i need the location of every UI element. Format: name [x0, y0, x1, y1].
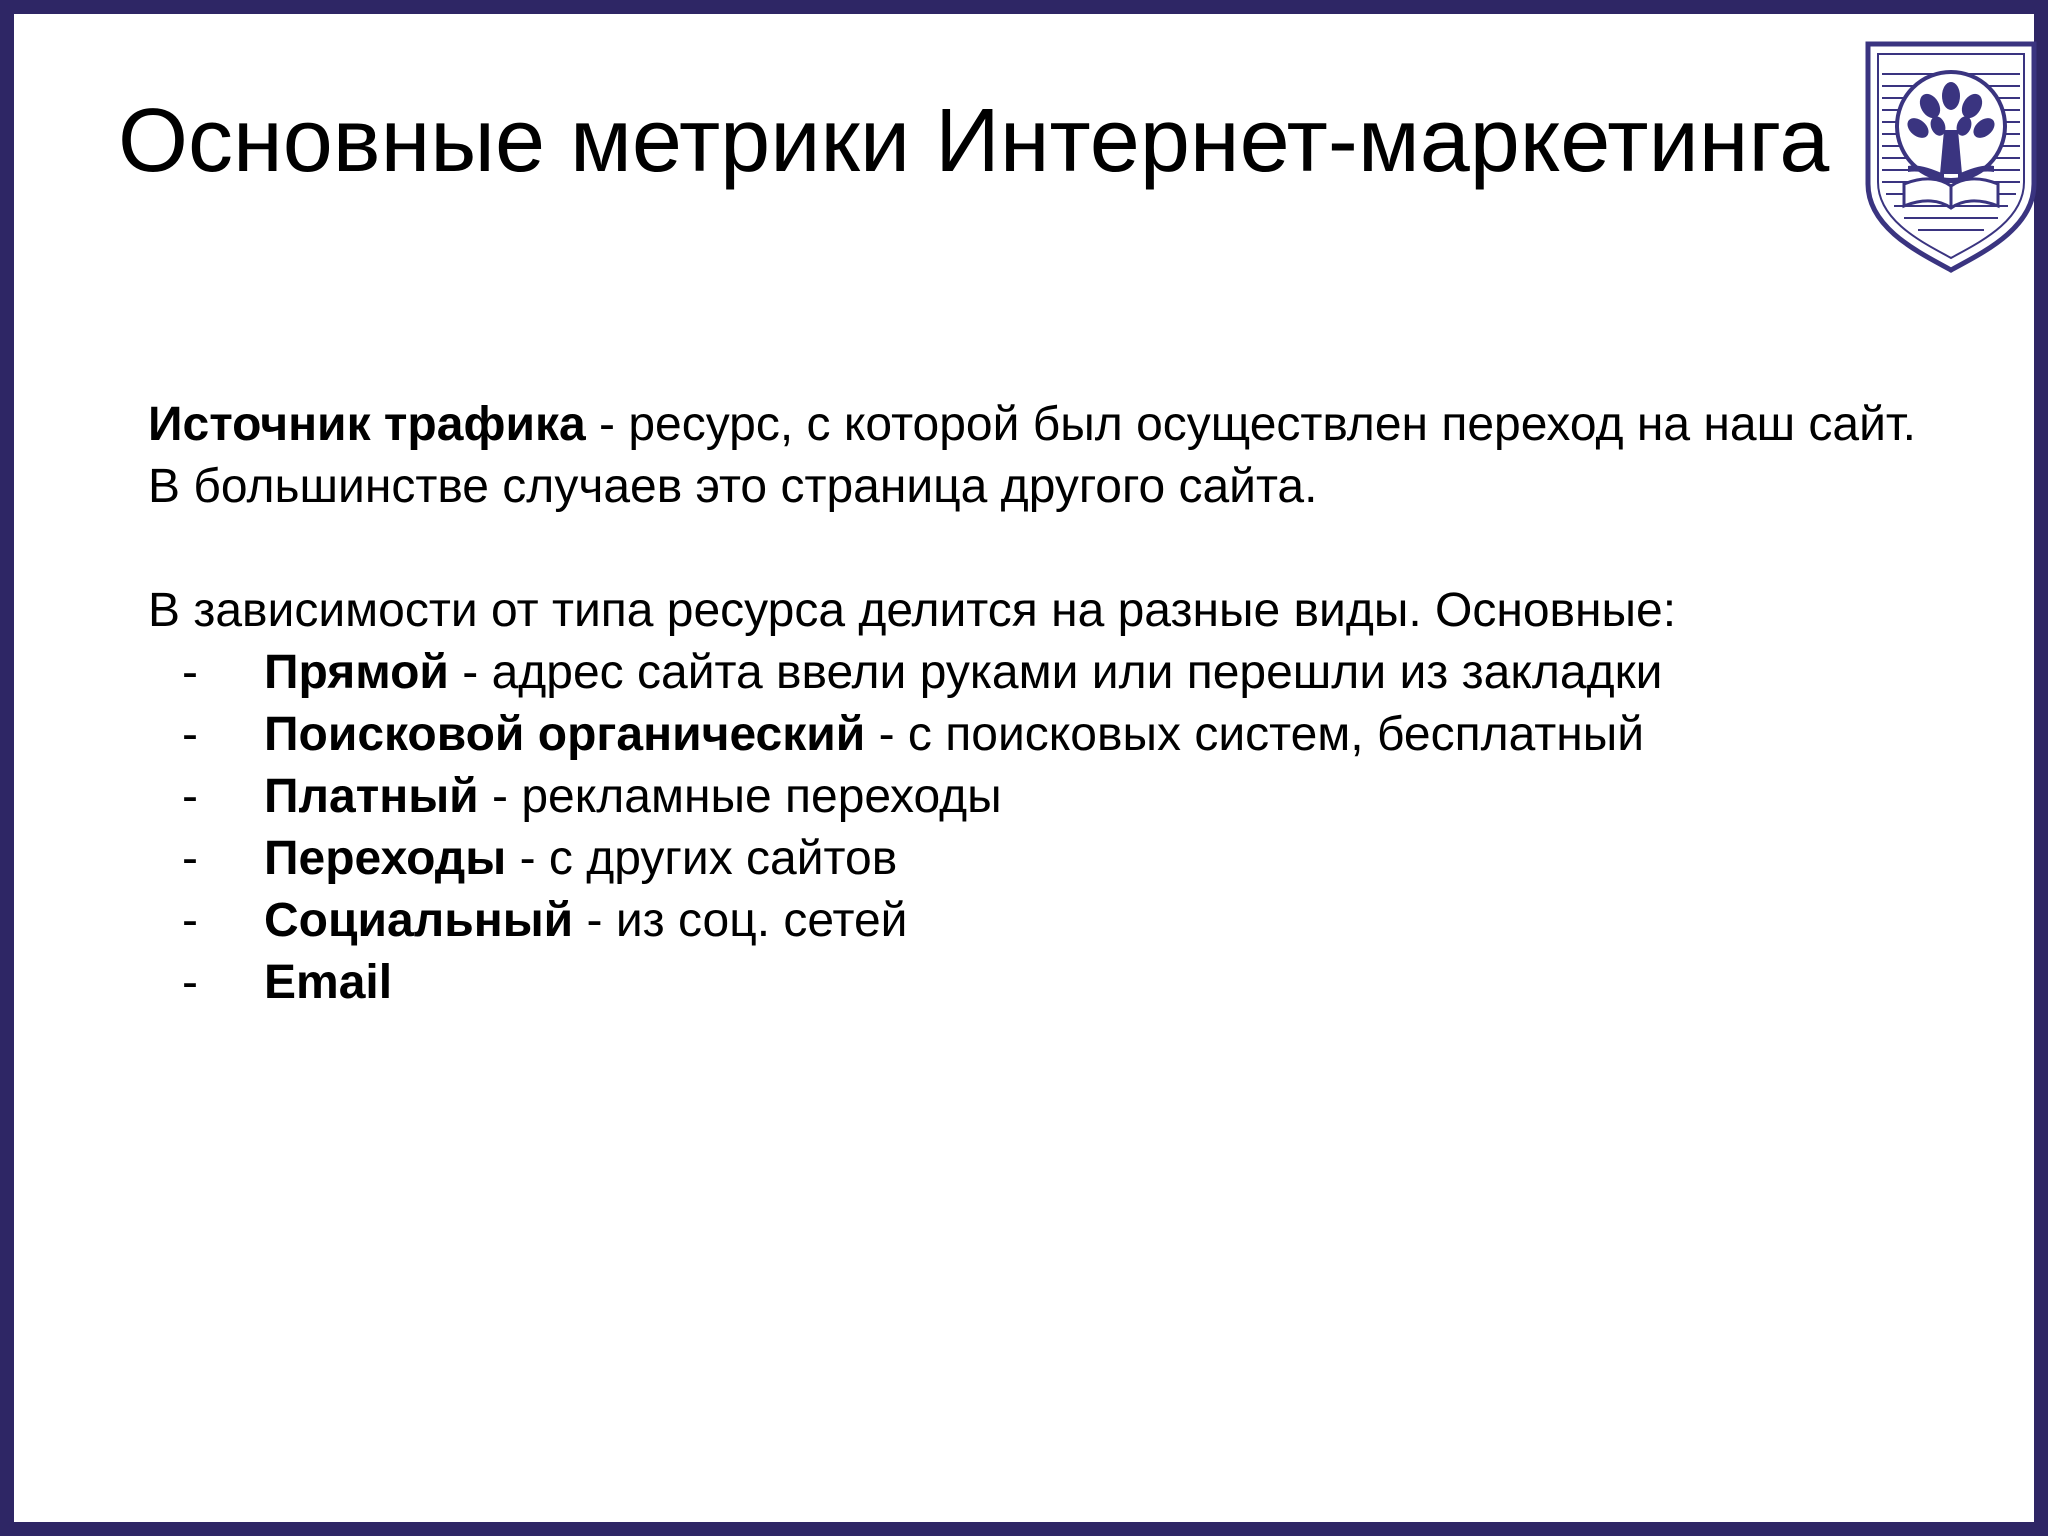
list-item-term: Поисковой органический: [264, 708, 866, 761]
list-item-term: Переходы: [264, 832, 507, 885]
definition-text: - ресурс, с которой был осуществлен переход на наш сайт. В большинстве случаев это страница другого сайта.: [148, 398, 1916, 513]
list-item-term: Email: [264, 956, 393, 1009]
list-item-term: Платный: [264, 770, 479, 823]
bullet-dash: -: [182, 646, 198, 699]
list-item: [148, 828, 1948, 890]
list-item-text: - адрес сайта ввели руками или перешли из закладки: [448, 646, 1663, 699]
definition-term: Источник трафика: [148, 398, 586, 451]
slide-body: [148, 394, 1948, 1014]
list-item: [148, 642, 1948, 704]
bullet-dash: -: [182, 956, 198, 1009]
bullet-dash: -: [182, 708, 198, 761]
list-item: [148, 952, 1948, 1014]
intro-text: В зависимости от типа ресурса делится на разные виды. Основные:: [148, 584, 1677, 637]
shield-logo-icon: [1860, 34, 2042, 274]
list-item-text: - с других сайтов: [506, 832, 898, 885]
bullet-dash: -: [182, 894, 198, 947]
list-item-text: - из соц. сетей: [573, 894, 908, 947]
definition-paragraph: [148, 394, 1948, 518]
bullet-dash: -: [182, 770, 198, 823]
bullet-dash: -: [182, 832, 198, 885]
slide-title: Основные метрики Интернет-маркетинга: [118, 91, 1830, 191]
list-item-text: - рекламные переходы: [478, 770, 1002, 823]
list-item: [148, 890, 1948, 952]
list-item-term: Социальный: [264, 894, 574, 947]
list-item-text: - с поисковых систем, бесплатный: [865, 708, 1645, 761]
traffic-types-list: [148, 642, 1948, 1014]
list-item: [148, 704, 1948, 766]
list-item-term: Прямой: [264, 646, 449, 699]
list-item: [148, 766, 1948, 828]
